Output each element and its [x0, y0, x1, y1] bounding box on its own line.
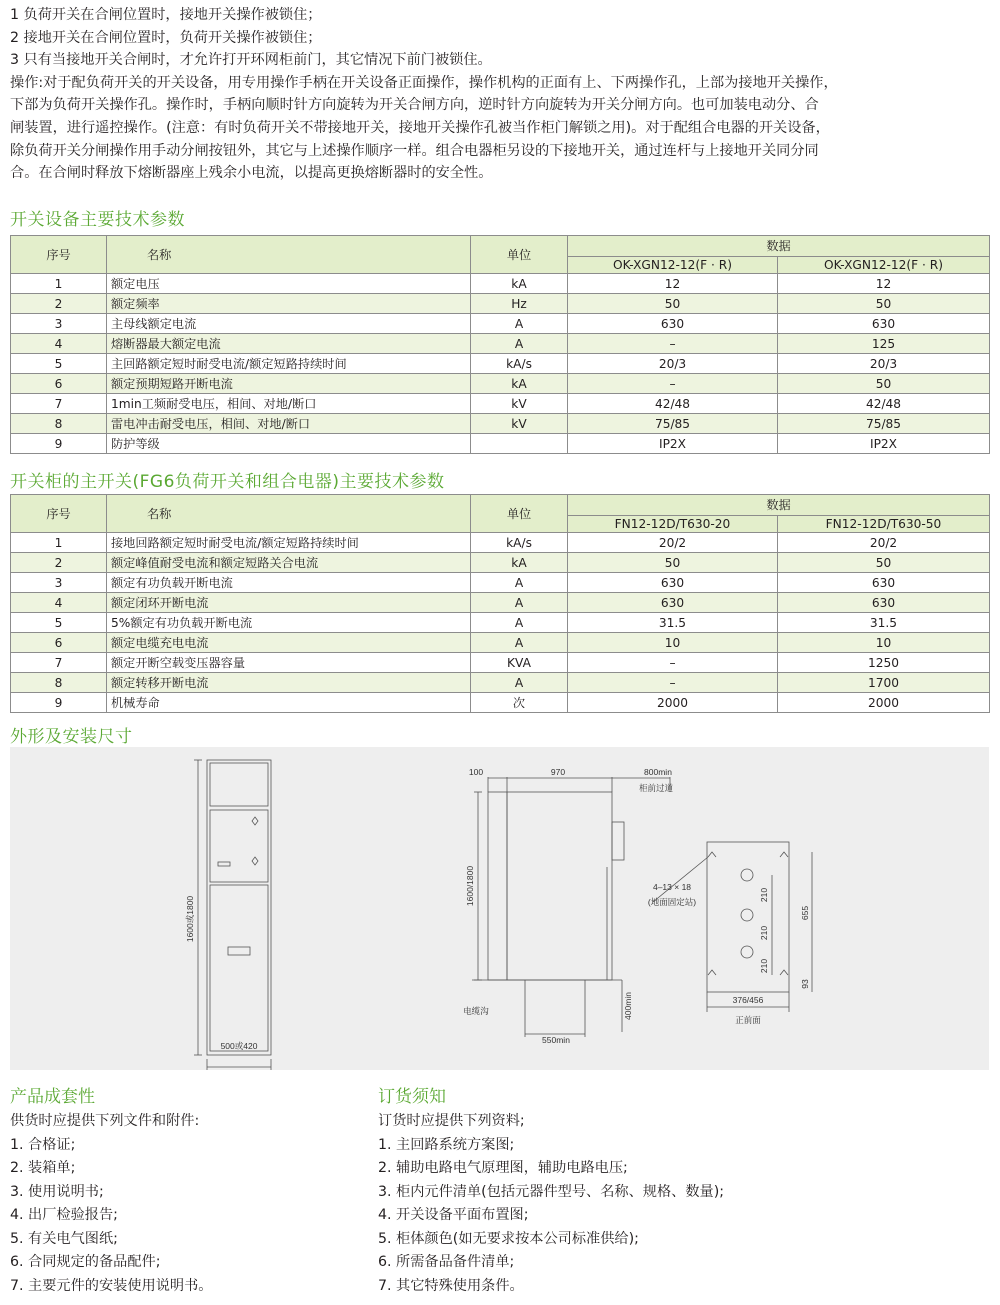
table-row: [11, 314, 990, 334]
front-cabinet-outline: [207, 760, 271, 1055]
base-fix-label: (地面固定站): [647, 897, 697, 907]
cell-unit: kA: [471, 274, 568, 294]
cell-unit: A: [471, 633, 568, 653]
cell-name: 额定频率: [107, 294, 471, 314]
cell-no: 9: [11, 434, 107, 454]
cell-v2: 50: [778, 374, 990, 394]
cell-v1: 75/85: [568, 414, 778, 434]
completeness-lead: 供货时应提供下列文件和附件:: [10, 1113, 200, 1129]
cell-no: 3: [11, 573, 107, 593]
cell-name: 雷电冲击耐受电压，相间、对地/断口: [107, 414, 471, 434]
front-middle-panel: [210, 810, 268, 882]
th-no: 序号: [11, 236, 107, 274]
cell-v2: 31.5: [778, 613, 990, 633]
list-item: 4. 开关设备平面布置图;: [378, 1207, 529, 1223]
cell-name: 额定开断空载变压器容量: [107, 653, 471, 673]
cell-v2: 42/48: [778, 394, 990, 414]
cell-name: 机械寿命: [107, 693, 471, 713]
cell-v2: 630: [778, 314, 990, 334]
table-row: [11, 653, 990, 673]
cell-unit: A: [471, 334, 568, 354]
base-655-label: 655: [800, 905, 810, 921]
cell-v1: 630: [568, 314, 778, 334]
side-mechanism: [612, 822, 624, 860]
cell-unit: kA: [471, 553, 568, 573]
cell-v2: 1250: [778, 653, 990, 673]
cell-no: 1: [11, 274, 107, 294]
cell-no: 8: [11, 414, 107, 434]
cell-v1: 31.5: [568, 613, 778, 633]
cell-no: 7: [11, 394, 107, 414]
cell-v1: –: [568, 374, 778, 394]
table2-title: 开关柜的主开关(FG6负荷开关和组合电器)主要技术参数: [10, 472, 445, 492]
cell-no: 7: [11, 653, 107, 673]
table1-title: 开关设备主要技术参数: [10, 210, 185, 230]
table-row: [11, 633, 990, 653]
th-name: 名称: [107, 236, 471, 274]
table-row: [11, 354, 990, 374]
ordering-lead: 订货时应提供下列资料;: [378, 1113, 525, 1129]
cell-unit: A: [471, 673, 568, 693]
cell-v2: 125: [778, 334, 990, 354]
cell-unit: KVA: [471, 653, 568, 673]
cell-name: 主母线额定电流: [107, 314, 471, 334]
base-plan: [653, 842, 812, 1012]
base-holes-label: 4–13 × 18: [652, 882, 692, 892]
base-caption: 正前面: [735, 1015, 761, 1025]
cable-trench-label: 电缆沟: [463, 1006, 489, 1016]
cell-unit: kA/s: [471, 533, 568, 553]
cell-v1: IP2X: [568, 434, 778, 454]
table1: [10, 235, 990, 454]
cell-name: 额定峰值耐受电流和额定短路关合电流: [107, 553, 471, 573]
th-data: 数据: [568, 236, 990, 257]
cell-name: 主回路额定短时耐受电流/额定短路持续时间: [107, 354, 471, 374]
cell-no: 5: [11, 613, 107, 633]
table2: [10, 494, 990, 713]
cell-v1: 20/3: [568, 354, 778, 374]
cell-name: 额定预期短路开断电流: [107, 374, 471, 394]
cell-v1: 630: [568, 593, 778, 613]
front-width-label: 500或420: [220, 1041, 258, 1051]
base-hole: [741, 946, 753, 958]
cell-v1: –: [568, 334, 778, 354]
ordering-title: 订货须知: [378, 1087, 446, 1107]
list-item: 3. 柜内元件清单(包括元器件型号、名称、规格、数量);: [378, 1183, 725, 1200]
cell-name: 额定有功负载开断电流: [107, 573, 471, 593]
cell-unit: kV: [471, 414, 568, 434]
front-height-label: 1600或1800: [185, 895, 195, 943]
th-model2: OK-XGN12-12(F · R): [778, 257, 990, 274]
cell-unit: kA/s: [471, 354, 568, 374]
cell-name: 额定电缆充电电流: [107, 633, 471, 653]
cell-name: 熔断器最大额定电流: [107, 334, 471, 354]
cell-unit: A: [471, 314, 568, 334]
cell-no: 2: [11, 553, 107, 573]
cell-unit: A: [471, 593, 568, 613]
cell-v2: 10: [778, 633, 990, 653]
table-row: [11, 533, 990, 553]
cell-v2: 75/85: [778, 414, 990, 434]
cell-v2: 20/3: [778, 354, 990, 374]
cell-v1: 630: [568, 573, 778, 593]
side-view: [472, 777, 670, 1037]
cell-v1: 42/48: [568, 394, 778, 414]
side-cabinet-outline: [507, 792, 612, 980]
cell-v1: 50: [568, 294, 778, 314]
cell-unit: A: [471, 573, 568, 593]
th-unit: 单位: [471, 495, 568, 533]
table-row: [11, 613, 990, 633]
intro-line: 3 只有当接地开关合闸时，才允许打开环网柜前门，其它情况下前门被锁住。: [10, 52, 492, 69]
list-item: 2. 装箱单;: [10, 1160, 76, 1176]
completeness-section: [10, 1084, 213, 1298]
front-view: [194, 760, 271, 1070]
list-item: 5. 有关电气图纸;: [10, 1230, 118, 1247]
cell-v1: 50: [568, 553, 778, 573]
th-data: 数据: [568, 495, 990, 516]
th-name: 名称: [107, 495, 471, 533]
cell-v1: 12: [568, 274, 778, 294]
base-93-label: 93: [800, 979, 810, 989]
cell-unit: 次: [471, 693, 568, 713]
side-height-label: 1600/1800: [465, 865, 475, 907]
front-top-panel: [210, 763, 268, 806]
intro-line: 合。在合闸时释放下熔断器座上残余小电流，以提高更换熔断器时的安全性。: [10, 165, 493, 182]
cell-name: 接地回路额定短时耐受电流/额定短路持续时间: [107, 533, 471, 553]
cell-name: 额定电压: [107, 274, 471, 294]
list-item: 5. 柜体颜色(如无要求按本公司标准供给);: [378, 1230, 639, 1247]
cell-no: 1: [11, 533, 107, 553]
table-row: [11, 434, 990, 454]
cell-name: 额定闭环开断电流: [107, 593, 471, 613]
table-row: [11, 673, 990, 693]
th-no: 序号: [11, 495, 107, 533]
cell-no: 3: [11, 314, 107, 334]
side-corridor-label: 柜前过道: [638, 783, 674, 793]
base-210-label: 210: [759, 887, 769, 903]
cell-v1: –: [568, 673, 778, 693]
cell-unit: Hz: [471, 294, 568, 314]
side-400-label: 400min: [623, 992, 633, 1020]
cell-v1: –: [568, 653, 778, 673]
table-row: [11, 593, 990, 613]
side-970-label: 970: [550, 767, 566, 777]
list-item: 6. 所需备品备件清单;: [378, 1254, 515, 1270]
table-row: [11, 553, 990, 573]
intro-line: 下部为负荷开关操作孔。操作时，手柄向顺时针方向旋转为开关合闸方向，逆时针方向旋转为开关分闸方向。也可加装电动分、合: [10, 97, 819, 114]
cell-no: 9: [11, 693, 107, 713]
cell-v2: 630: [778, 573, 990, 593]
intro-text: [10, 4, 990, 185]
list-item: 7. 其它特殊使用条件。: [378, 1277, 524, 1294]
cell-v1: 10: [568, 633, 778, 653]
dimension-drawing: [10, 747, 989, 1070]
intro-line: 闸装置，进行遥控操作。(注意：有时负荷开关不带接地开关，接地开关操作孔被当作柜门解锁之用)。对于配组合电器的开关设备，: [10, 119, 830, 136]
front-lower-panel: [210, 885, 268, 1051]
cell-v2: 1700: [778, 673, 990, 693]
intro-line: 操作:对于配负荷开关的开关设备，用专用操作手柄在开关设备正面操作，操作机构的正面有上、下两操作孔，上部为接地开关操作，: [10, 74, 838, 91]
front-operating-holes: [252, 817, 258, 865]
completeness-title: 产品成套性: [10, 1087, 95, 1107]
cell-unit: A: [471, 613, 568, 633]
table-row: [11, 693, 990, 713]
list-item: 3. 使用说明书;: [10, 1183, 104, 1200]
intro-line: 除负荷开关分闸操作用手动分闸按钮外，其它与上述操作顺序一样。组合电器柜另设的下接地开关，通过连杆与上接地开关同分同: [10, 142, 819, 159]
cell-v2: 2000: [778, 693, 990, 713]
cell-v1: 20/2: [568, 533, 778, 553]
side-550-label: 550min: [542, 1035, 570, 1045]
dimensions-title: 外形及安装尺寸: [10, 727, 133, 747]
table-row: [11, 573, 990, 593]
base-210-label: 210: [759, 958, 769, 974]
base-hole: [741, 909, 753, 921]
ordering-section: [378, 1084, 724, 1298]
table-row: [11, 414, 990, 434]
cell-unit: kA: [471, 374, 568, 394]
cell-unit: kV: [471, 394, 568, 414]
cell-v2: 50: [778, 294, 990, 314]
cell-v2: IP2X: [778, 434, 990, 454]
table-row: [11, 274, 990, 294]
base-width-label: 376/456: [732, 995, 764, 1005]
side-rear-section: [488, 792, 507, 980]
list-item: 6. 合同规定的备品配件;: [10, 1254, 161, 1270]
table-row: [11, 374, 990, 394]
cell-name: 防护等级: [107, 434, 471, 454]
base-outline: [707, 842, 789, 992]
list-item: 1. 主回路系统方案图;: [378, 1136, 515, 1153]
base-210-label: 210: [759, 925, 769, 941]
cell-no: 5: [11, 354, 107, 374]
side-800-label: 800min: [644, 767, 672, 777]
front-nameplate: [218, 862, 230, 866]
cell-no: 6: [11, 633, 107, 653]
intro-line: 2 接地开关在合闸位置时，负荷开关操作被锁住；: [10, 29, 322, 46]
list-item: 1. 合格证;: [10, 1136, 76, 1153]
th-model1: FN12-12D/T630-20: [568, 516, 778, 533]
list-item: 7. 主要元件的安装使用说明书。: [10, 1277, 213, 1294]
dimension-drawing-svg: [10, 747, 989, 1070]
side-100-label: 100: [468, 767, 484, 777]
cell-name: 额定转移开断电流: [107, 673, 471, 693]
th-model2: FN12-12D/T630-50: [778, 516, 990, 533]
cell-no: 2: [11, 294, 107, 314]
cell-v2: 12: [778, 274, 990, 294]
cell-v2: 630: [778, 593, 990, 613]
cell-no: 8: [11, 673, 107, 693]
list-item: 4. 出厂检验报告;: [10, 1207, 118, 1223]
cell-v2: 20/2: [778, 533, 990, 553]
base-hole: [741, 869, 753, 881]
table-row: [11, 394, 990, 414]
front-window: [228, 947, 250, 955]
base-leader-line: [653, 857, 708, 902]
table-row: [11, 334, 990, 354]
th-unit: 单位: [471, 236, 568, 274]
table-row: [11, 294, 990, 314]
cell-v2: 50: [778, 553, 990, 573]
cell-name: 1min工频耐受电压，相间、对地/断口: [107, 394, 471, 414]
cell-no: 4: [11, 334, 107, 354]
cell-no: 6: [11, 374, 107, 394]
intro-line: 1 负荷开关在合闸位置时，接地开关操作被锁住；: [10, 7, 322, 23]
cell-no: 4: [11, 593, 107, 613]
th-model1: OK-XGN12-12(F · R): [568, 257, 778, 274]
cell-name: 5%额定有功负载开断电流: [107, 613, 471, 633]
list-item: 2. 辅助电路电气原理图，辅助电路电压;: [378, 1160, 628, 1176]
cell-unit: [471, 434, 568, 454]
cell-v1: 2000: [568, 693, 778, 713]
base-fix-slots: [708, 852, 788, 975]
